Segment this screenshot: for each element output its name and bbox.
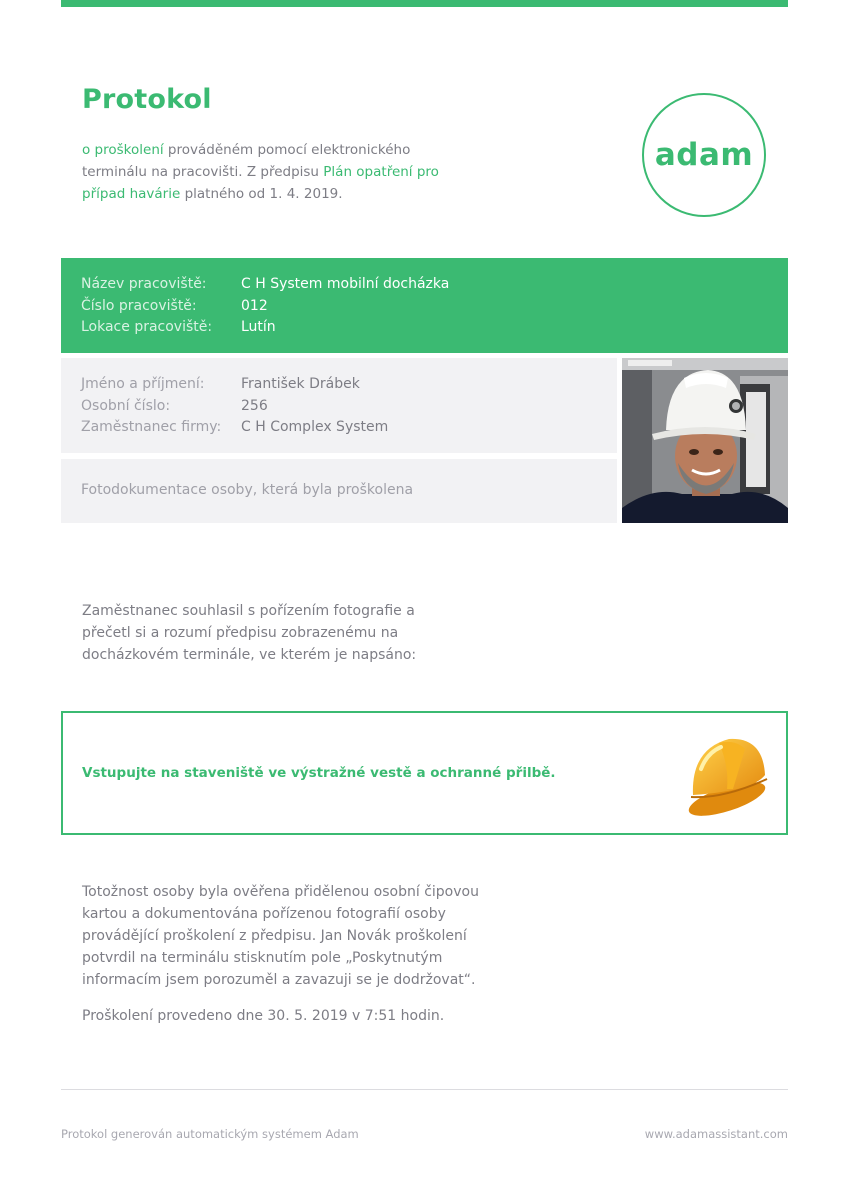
- employee-id-label: Osobní číslo:: [81, 397, 171, 414]
- employee-company-label: Zaměstnanec firmy:: [81, 419, 222, 435]
- employee-photo-illustration: [622, 358, 788, 523]
- logo-text: adam: [654, 137, 754, 173]
- employee-name-value: František Drábek: [241, 376, 360, 392]
- workplace-number-label: Číslo pracoviště:: [81, 297, 197, 314]
- workplace-row-location: [81, 317, 276, 339]
- workplace-name-value: C H System mobilní docházka: [241, 276, 450, 292]
- page-title: Protokol: [82, 84, 212, 115]
- employee-row-company: [81, 417, 388, 439]
- regulation-box: [61, 711, 788, 835]
- employee-row-id: [81, 396, 268, 418]
- hard-hat-icon: [683, 729, 771, 817]
- verification-text: Totožnost osoby byla ověřena přidělenou osobní čipovou kartou a dokumentována pořízenou fotografií osoby provádějící proškolení z předpisu. Jan Novák proškolení potvrdil na terminálu stisknutím pole „Poskytnutým informacím jsem porozuměl a zavazuji se je dodržovat“.: [82, 884, 479, 988]
- workplace-number-value: 012: [241, 297, 268, 314]
- employee-panel: [61, 358, 617, 453]
- employee-photo: [622, 358, 788, 523]
- photo-caption-panel: [61, 459, 617, 523]
- employee-company-value: C H Complex System: [241, 419, 389, 435]
- workplace-panel: [61, 258, 788, 353]
- intro-text: [82, 139, 442, 205]
- workplace-row-number: [81, 296, 268, 318]
- workplace-location-value: Lutín: [241, 319, 276, 335]
- employee-row-name: [81, 374, 360, 396]
- footer-website-link[interactable]: www.adamassistant.com: [644, 1127, 788, 1141]
- training-date-text: Proškolení provedeno dne 30. 5. 2019 v 7:51 hodin.: [82, 1008, 445, 1024]
- intro-part: prováděném pomocí elektronického terminálu na pracovišti. Z předpisu: [82, 142, 411, 180]
- employee-id-value: 256: [241, 397, 268, 414]
- footer-generated-note: Protokol generován automatickým systémem Adam: [61, 1127, 359, 1141]
- workplace-location-label: Lokace pracoviště:: [81, 319, 213, 335]
- consent-statement: Zaměstnanec souhlasil s pořízením fotografie a přečetl si a rozumí předpisu zobrazenému na docházkovém terminále, ve kterém je napsáno:: [82, 603, 417, 663]
- workplace-name-label: Název pracoviště:: [81, 276, 207, 292]
- adam-logo: [642, 93, 766, 217]
- workplace-row-name: [81, 274, 449, 296]
- employee-name-label: Jméno a příjmení:: [81, 376, 205, 392]
- intro-highlight-training: o proškolení: [82, 142, 164, 158]
- intro-highlight-regulation: Plán opatření pro případ havárie: [82, 164, 439, 202]
- regulation-text: Vstupujte na staveniště ve výstražné vestě a ochranné přilbě.: [82, 765, 556, 781]
- footer-divider: [61, 1089, 788, 1090]
- photo-caption: Fotodokumentace osoby, která byla proškolena: [81, 482, 414, 498]
- top-accent-bar: [61, 0, 788, 7]
- intro-part-date: platného od 1. 4. 2019.: [180, 186, 343, 202]
